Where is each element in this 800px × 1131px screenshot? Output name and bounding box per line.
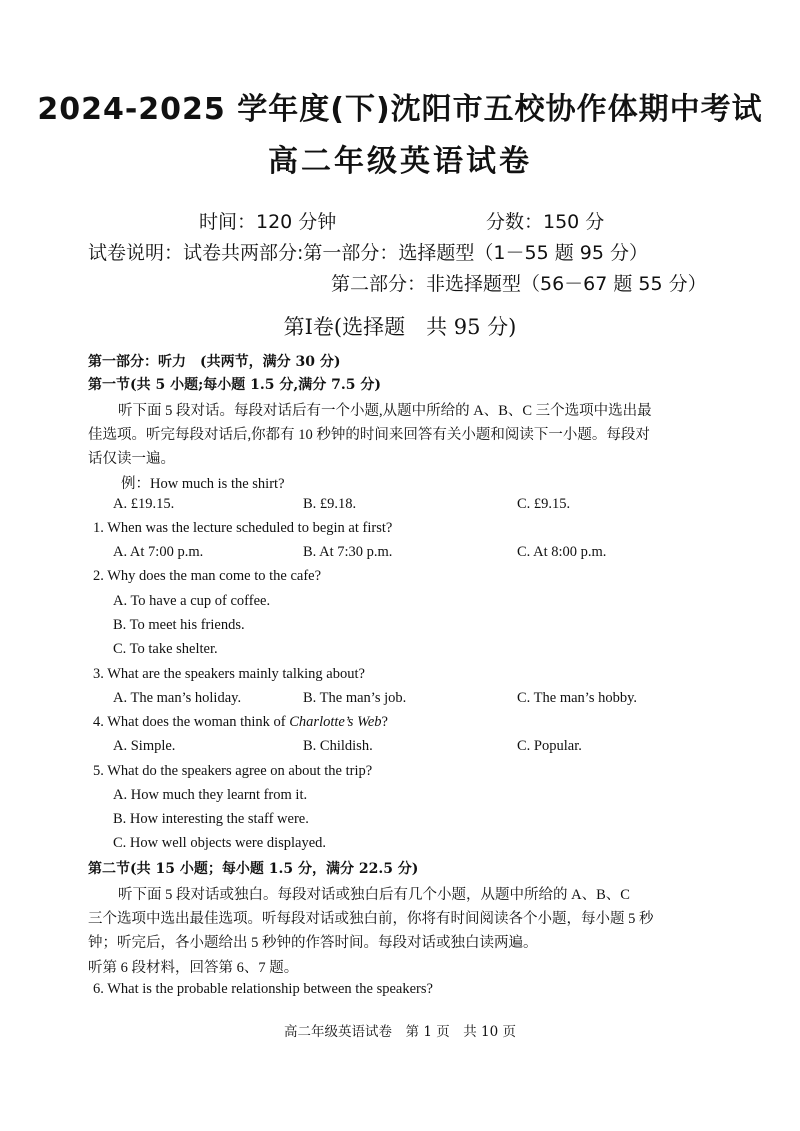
question-1-stem: 1. When was the lecture scheduled to begin at first? <box>93 520 393 536</box>
question-5-option-a: A. How much they learnt from it. <box>113 787 308 803</box>
exam-description-line1: 试卷说明：试卷共两部分:第一部分：选择题型（1－55 题 95 分） <box>88 242 648 264</box>
question-5-option-b: B. How interesting the staff were. <box>113 811 309 827</box>
example-option-b: B. £9.18. <box>303 496 357 512</box>
question-2-option-b: B. To meet his friends. <box>113 617 245 633</box>
question-1-option-b: B. At 7:30 p.m. <box>303 544 393 560</box>
question-4-option-a: A. Simple. <box>113 738 176 754</box>
example-option-c: C. £9.15. <box>517 496 571 512</box>
section2-heading: 第二节(共 15 小题；每小题 1.5 分，满分 22.5 分) <box>88 861 419 877</box>
exam-title: 2024-2025 学年度(下)沈阳市五校协作体期中考试 <box>37 92 763 127</box>
page-footer: 高二年级英语试卷 第 1 页 共 10 页 <box>284 1024 516 1040</box>
example-option-a: A. £19.15. <box>113 496 175 512</box>
question-5-stem: 5. What do the speakers agree on about the trip? <box>93 763 373 779</box>
question-4-stem-start: 4. What does the woman think of <box>93 714 290 730</box>
question-3-option-c: C. The man’s hobby. <box>517 690 638 706</box>
question-2-option-a: A. To have a cup of coffee. <box>113 593 271 609</box>
question-4-stem-end: ? <box>381 714 388 730</box>
example-question: 例：How much is the shirt? <box>121 476 285 492</box>
section1-instruction-line2: 佳选项。听完每段对话后,你都有 10 秒钟的时间来回答有关小题和阅读下一小题。每段对 <box>88 427 650 443</box>
section2-instruction-line2: 三个选项中选出最佳选项。听每段对话或独白前，你将有时间阅读各个小题，每小题 5 秒 <box>88 911 654 927</box>
volume-title: 第Ⅰ卷(选择题 共 95 分) <box>283 315 517 339</box>
part1-heading: 第一部分：听力 (共两节，满分 30 分) <box>88 354 341 370</box>
question-5-option-c: C. How well objects were displayed. <box>113 835 327 851</box>
exam-score: 分数：150 分 <box>486 211 605 233</box>
section1-instruction-line3: 话仅读一遍。 <box>88 451 175 467</box>
question-4-option-c: C. Popular. <box>517 738 582 754</box>
section1-instruction-line1: 听下面 5 段对话。每段对话后有一个小题,从题中所给的 A、B、C 三个选项中选出最 <box>118 403 652 419</box>
exam-time: 时间：120 分钟 <box>199 211 337 233</box>
exam-description-line2: 第二部分：非选择题型（56－67 题 55 分） <box>331 273 707 295</box>
question-3-stem: 3. What are the speakers mainly talking about? <box>93 666 365 682</box>
section1-heading: 第一节(共 5 小题;每小题 1.5 分,满分 7.5 分) <box>88 377 381 393</box>
book-title: Charlotte’s Web <box>289 714 382 730</box>
question-4-stem <box>93 714 388 731</box>
question-2-stem: 2. Why does the man come to the cafe? <box>93 568 322 584</box>
question-4-option-b: B. Childish. <box>303 738 373 754</box>
section2-instruction-line1: 听下面 5 段对话或独白。每段对话或独白后有几个小题，从题中所给的 A、B、C <box>118 887 630 903</box>
paper-title: 高二年级英语试卷 <box>268 144 532 179</box>
material-instruction: 听第 6 段材料，回答第 6、7 题。 <box>88 960 299 976</box>
question-1-option-a: A. At 7:00 p.m. <box>113 544 204 560</box>
question-1-option-c: C. At 8:00 p.m. <box>517 544 607 560</box>
question-3-option-b: B. The man’s job. <box>303 690 407 706</box>
question-3-option-a: A. The man’s holiday. <box>113 690 242 706</box>
question-2-option-c: C. To take shelter. <box>113 641 218 657</box>
section2-instruction-line3: 钟；听完后，各小题给出 5 秒钟的作答时间。每段对话或独白读两遍。 <box>88 935 538 951</box>
question-6-stem: 6. What is the probable relationship between the speakers? <box>93 981 433 997</box>
